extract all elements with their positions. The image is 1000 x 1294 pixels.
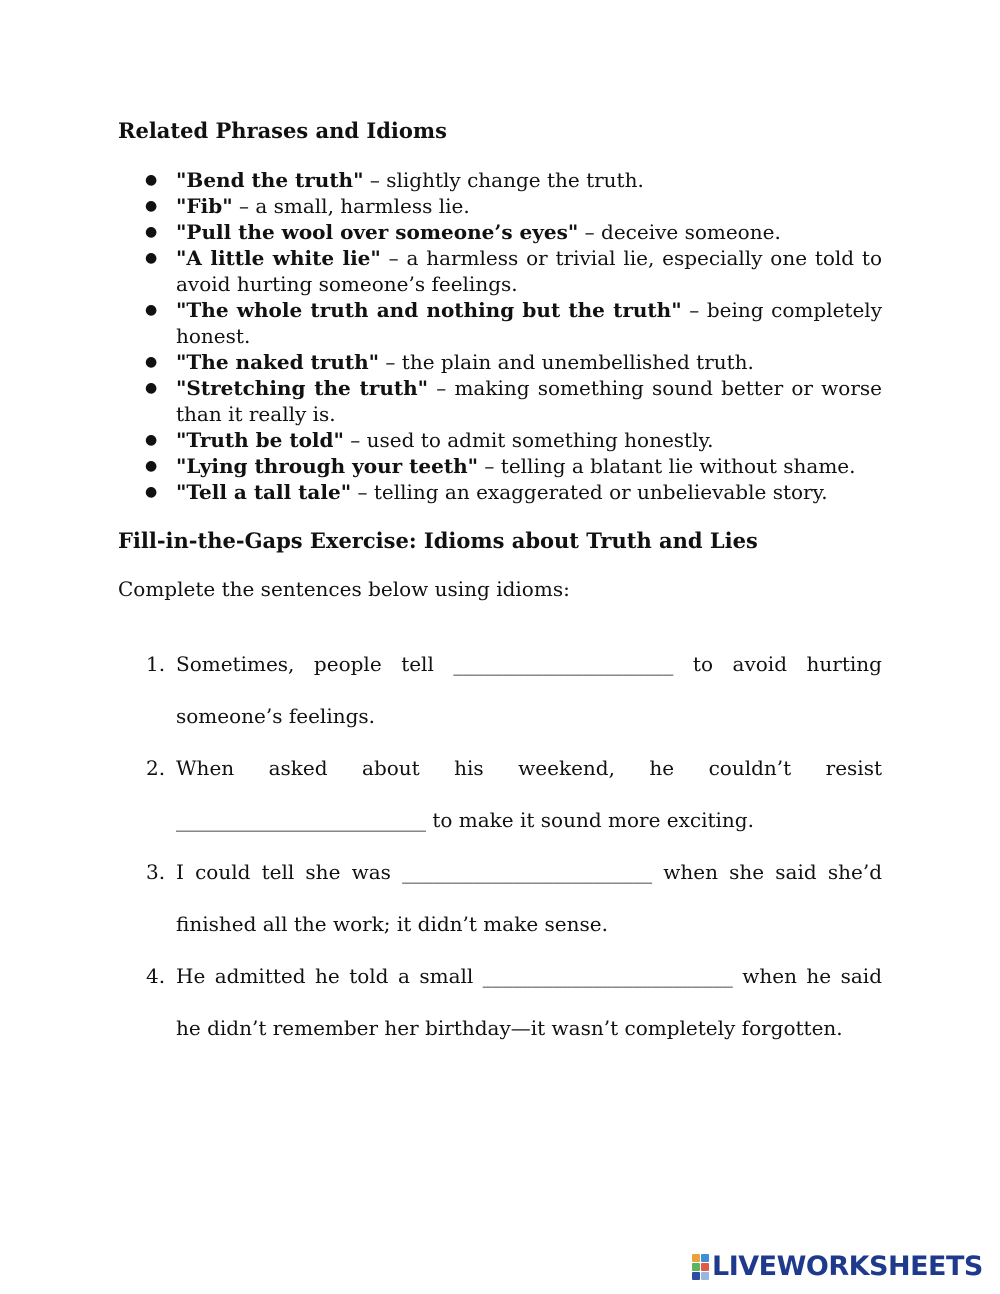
liveworksheets-icon — [692, 1254, 710, 1280]
idiom-definition: – making something sound better or worse than it really is. — [176, 376, 883, 426]
idiom-definition: – used to admit something honestly. — [343, 428, 714, 452]
answer-blank[interactable]: _________________________ — [402, 860, 653, 884]
idiom-definition: – telling an exaggerated or unbelievable story. — [351, 480, 828, 504]
idiom-phrase: "The naked truth" — [176, 350, 380, 374]
bullet-icon: ● — [145, 198, 158, 214]
idiom-definition: – deceive someone. — [578, 220, 781, 244]
question-number: 2. — [146, 756, 166, 780]
exercise-question — [146, 638, 882, 742]
idiom-list — [118, 167, 882, 505]
list-item — [145, 349, 882, 375]
idiom-definition: – a small, harmless lie. — [232, 194, 470, 218]
question-text-before: I could tell she was — [176, 860, 403, 884]
liveworksheets-logo — [692, 1252, 983, 1282]
list-item — [145, 167, 882, 193]
list-item — [145, 297, 882, 349]
question-text-after: when she said she’d finished all the work; it didn’t make sense. — [176, 860, 882, 936]
bullet-icon: ● — [145, 302, 158, 318]
list-item — [145, 453, 882, 479]
bullet-icon: ● — [145, 458, 158, 474]
idiom-definition: – slightly change the truth. — [363, 168, 644, 192]
exercise-heading: Fill-in-the-Gaps Exercise: Idioms about Truth and Lies — [118, 528, 758, 553]
exercise-instructions: Complete the sentences below using idioms: — [118, 577, 570, 601]
logo-text: LIVEWORKSHEETS — [712, 1251, 983, 1282]
bullet-icon: ● — [145, 380, 158, 396]
bullet-icon: ● — [145, 224, 158, 240]
idiom-definition: – the plain and unembellished truth. — [379, 350, 754, 374]
question-text-before: He admitted he told a small — [176, 964, 483, 988]
exercise-question — [146, 950, 882, 1054]
question-number: 3. — [146, 860, 166, 884]
exercise-list — [118, 638, 882, 1054]
list-item — [145, 193, 882, 219]
list-item — [145, 427, 882, 453]
idiom-phrase: "Fib" — [176, 194, 233, 218]
related-phrases-heading: Related Phrases and Idioms — [118, 118, 447, 143]
exercise-question — [146, 742, 882, 846]
bullet-icon: ● — [145, 484, 158, 500]
idiom-phrase: "The whole truth and nothing but the truth" — [176, 298, 682, 322]
bullet-icon: ● — [145, 172, 158, 188]
list-item — [145, 245, 883, 297]
idiom-phrase: "Bend the truth" — [176, 168, 364, 192]
idiom-phrase: "A little white lie" — [176, 246, 381, 270]
question-text-before: Sometimes, people tell — [176, 652, 454, 676]
question-text-after: to avoid hurting someone’s feelings. — [176, 652, 882, 728]
idiom-phrase: "Tell a tall tale" — [176, 480, 352, 504]
list-item — [145, 479, 882, 505]
idiom-phrase: "Stretching the truth" — [176, 376, 429, 400]
idiom-phrase: "Lying through your teeth" — [176, 454, 479, 478]
answer-blank[interactable]: ______________________ — [453, 652, 674, 676]
idiom-phrase: "Truth be told" — [176, 428, 344, 452]
question-text-after: to make it sound more exciting. — [426, 808, 754, 832]
idiom-phrase: "Pull the wool over someone’s eyes" — [176, 220, 579, 244]
idiom-definition: – telling a blatant lie without shame. — [478, 454, 856, 478]
bullet-icon: ● — [145, 432, 158, 448]
answer-blank[interactable]: _________________________ — [176, 808, 426, 832]
bullet-icon: ● — [145, 250, 158, 266]
list-item — [145, 219, 882, 245]
question-text-after: when he said he didn’t remember her birthday—it wasn’t completely forgotten. — [176, 964, 882, 1040]
question-text-before: When asked about his weekend, he couldn’t resist — [176, 756, 882, 780]
idiom-definition: – a harmless or trivial lie, especially one told to avoid hurting someone’s feelings. — [176, 246, 883, 296]
answer-blank[interactable]: _________________________ — [482, 964, 733, 988]
list-item — [145, 375, 883, 427]
question-number: 4. — [146, 964, 166, 988]
idiom-definition: – being completely honest. — [176, 298, 882, 348]
question-number: 1. — [146, 652, 166, 676]
bullet-icon: ● — [145, 354, 158, 370]
exercise-question — [146, 846, 882, 950]
